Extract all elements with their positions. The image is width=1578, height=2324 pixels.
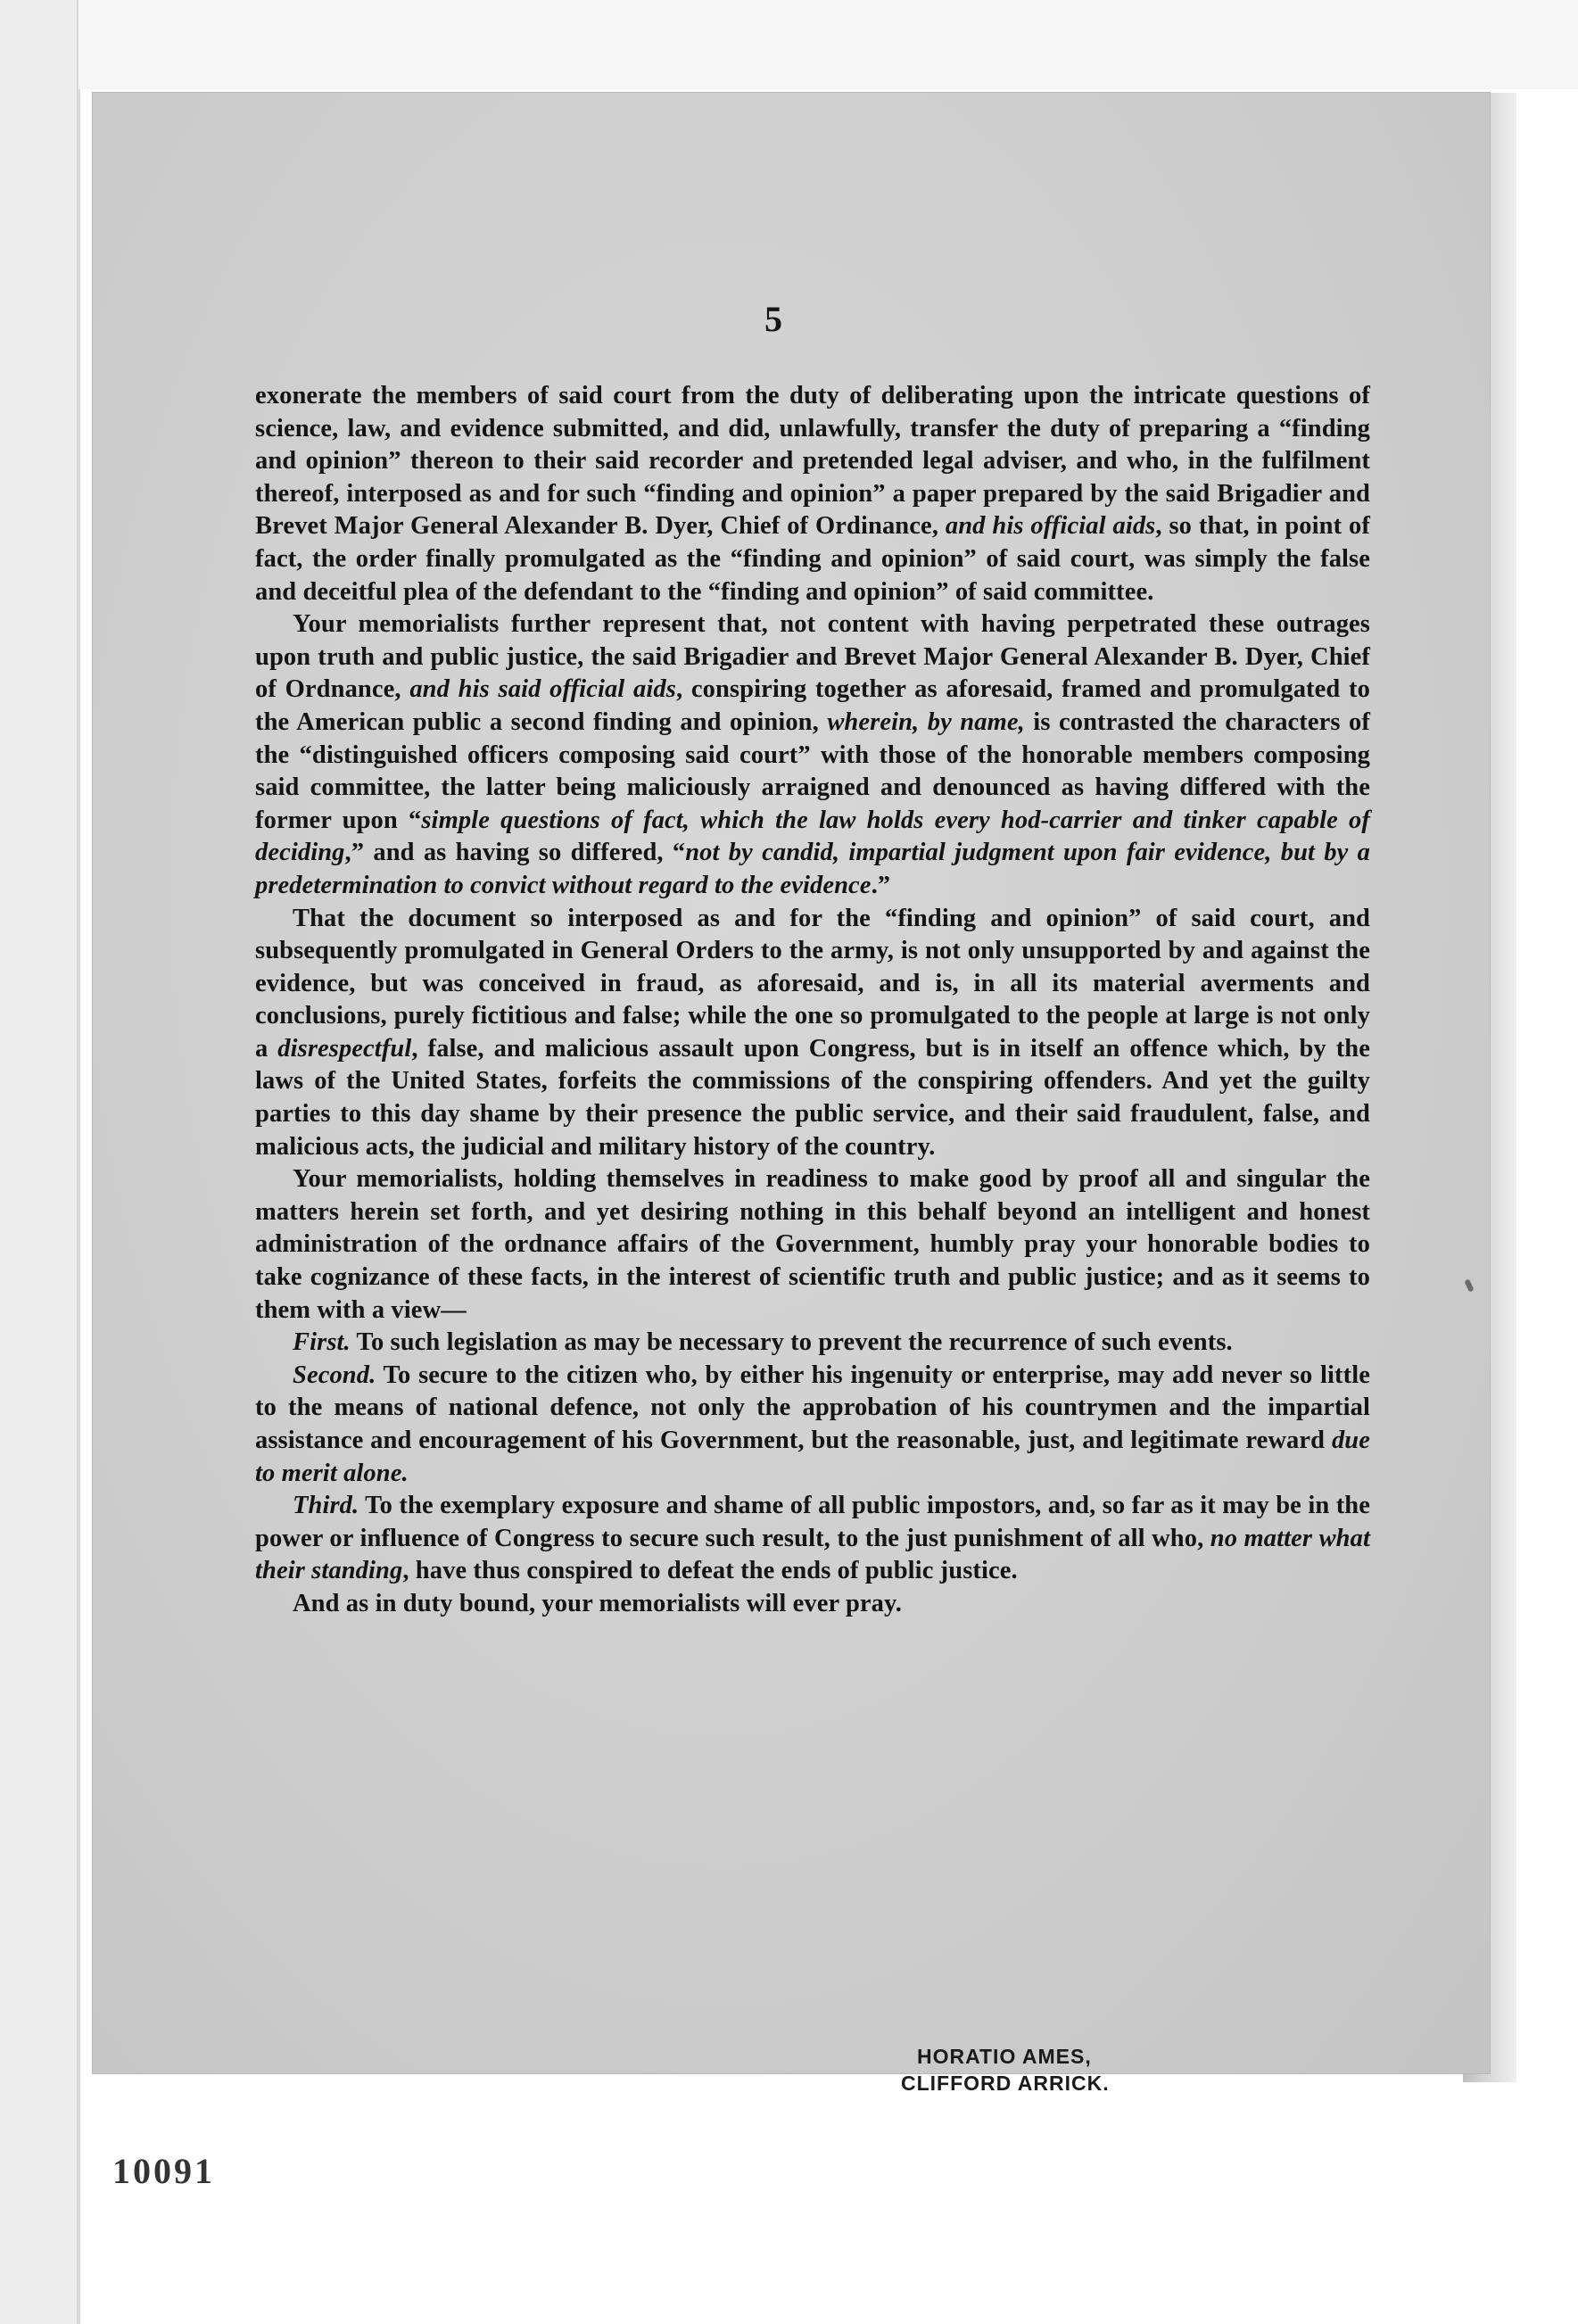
body-paragraph [255, 1588, 1370, 1621]
paper-speck [1464, 1278, 1474, 1292]
signature-horatio-ames: HORATIO AMES, [917, 2045, 1092, 2068]
body-paragraph [255, 608, 1370, 902]
italic-phrase: and his said official aids [409, 675, 676, 704]
text-run: , conspiring together as aforesaid, framed and promulgated to the American public a second finding and opinion, [255, 675, 1370, 736]
document-page [93, 93, 1490, 2073]
memorial-body-text [255, 380, 1370, 1621]
text-run: To the exemplary exposure and shame of all public impostors, and, so far as it may be in the power or influence of Congress to secure such result, to the just punishment of all who, [255, 1492, 1370, 1552]
italic-phrase: no matter what their standing [255, 1524, 1370, 1585]
catalog-number: 10091 [112, 2151, 215, 2191]
body-paragraph [255, 1163, 1370, 1327]
italic-phrase: Second. [293, 1360, 376, 1389]
body-paragraph [255, 380, 1370, 608]
scanner-margin-edge [77, 0, 80, 2324]
italic-phrase: not by candid, impartial judgment upon fair evidence, but by a predetermination to convict without regard to the evidence [255, 839, 1370, 899]
text-run: ,” and as having so differed, “ [344, 839, 686, 867]
text-run: To secure to the citizen who, by either his ingenuity or enterprise, may add never so little to the means of national defence, not only the approbation of his countrymen and the impartial assistance and encouragement of his Government, but the reasonable, just, and legitimate reward [255, 1360, 1370, 1454]
body-paragraph [255, 903, 1370, 1164]
text-run: exonerate the members of said court from the duty of deliberating upon the intricate questions of science, law, and evidence submitted, and did, unlawfully, transfer the duty of preparing a “finding and opinion” thereon to their said recorder and pretended legal adviser, and who, in the fulfilment thereof, interposed as and for such “finding and opinion” a paper prepared by the said Brigadier and Brevet Major General Alexander B. Dyer, Chief of Ordinance, [255, 382, 1370, 541]
italic-phrase: due to merit alone. [255, 1427, 1370, 1487]
signature-block [901, 2043, 1110, 2097]
text-run: , have thus conspired to defeat the ends of public justice. [402, 1557, 1018, 1585]
text-run: .” [871, 871, 891, 899]
text-run: To such legislation as may be necessary to prevent the recurrence of such events. [350, 1328, 1233, 1357]
page-number: 5 [764, 299, 782, 339]
body-paragraph [255, 1360, 1370, 1490]
italic-phrase: simple questions of fact, which the law holds every hod-carrier and tinker capable of deciding [255, 806, 1370, 867]
text-run: is contrasted the characters of the “distinguished officers composing said court” with those of the honorable members composing said committee, the latter being maliciously arraigned and denounced as having differed with the former upon “ [255, 707, 1370, 834]
scanner-top-margin [78, 0, 1578, 89]
text-run: And as in duty bound, your memorialists will ever pray. [293, 1589, 903, 1617]
italic-phrase: and his official aids [945, 512, 1156, 541]
italic-phrase: Third. [293, 1492, 359, 1520]
body-paragraph [255, 1327, 1370, 1360]
text-run: Your memorialists, holding themselves in readiness to make good by proof all and singular the matters herein set forth, and yet desiring nothing in this behalf beyond an intelligent and honest administration of the ordnance affairs of the Government, humbly pray your honorable bodies to take cognizance of these facts, in the interest of scientific truth and public justice; and as it seems to them with a view— [255, 1165, 1370, 1324]
text-run: , so that, in point of fact, the order finally promulgated as the “finding and opinion” of said court, was simply the false and deceitful plea of the defendant to the “finding and opinion” of said committee. [255, 512, 1370, 606]
italic-phrase: wherein, by name, [827, 707, 1025, 736]
text-run: Your memorialists further represent that, not content with having perpetrated these outrages upon truth and public justice, the said Brigadier and Brevet Major General Alexander B. Dyer, Chief of Ordnance, [255, 610, 1370, 704]
signature-clifford-arrick: CLIFFORD ARRICK. [901, 2072, 1110, 2095]
body-paragraph [255, 1490, 1370, 1588]
italic-phrase: disrespectful [277, 1034, 412, 1063]
text-run: That the document so interposed as and for the “finding and opinion” of said court, and subsequently promulgated in General Orders to the army, is not only unsupported by and against the evidence, but was conceived in fraud, as aforesaid, and is, in all its material averments and conclusions, purely fictitious and false; while the one so promulgated to the people at large is not only a [255, 904, 1370, 1063]
scanner-left-margin [0, 0, 78, 2324]
italic-phrase: First. [293, 1328, 351, 1357]
text-run: , false, and malicious assault upon Congress, but is in itself an offence which, by the laws of the United States, forfeits the commissions of the conspiring offenders. And yet the guilty parties to this day shame by their presence the public service, and their said fraudulent, false, and malicious acts, the judicial and military history of the country. [255, 1034, 1370, 1161]
